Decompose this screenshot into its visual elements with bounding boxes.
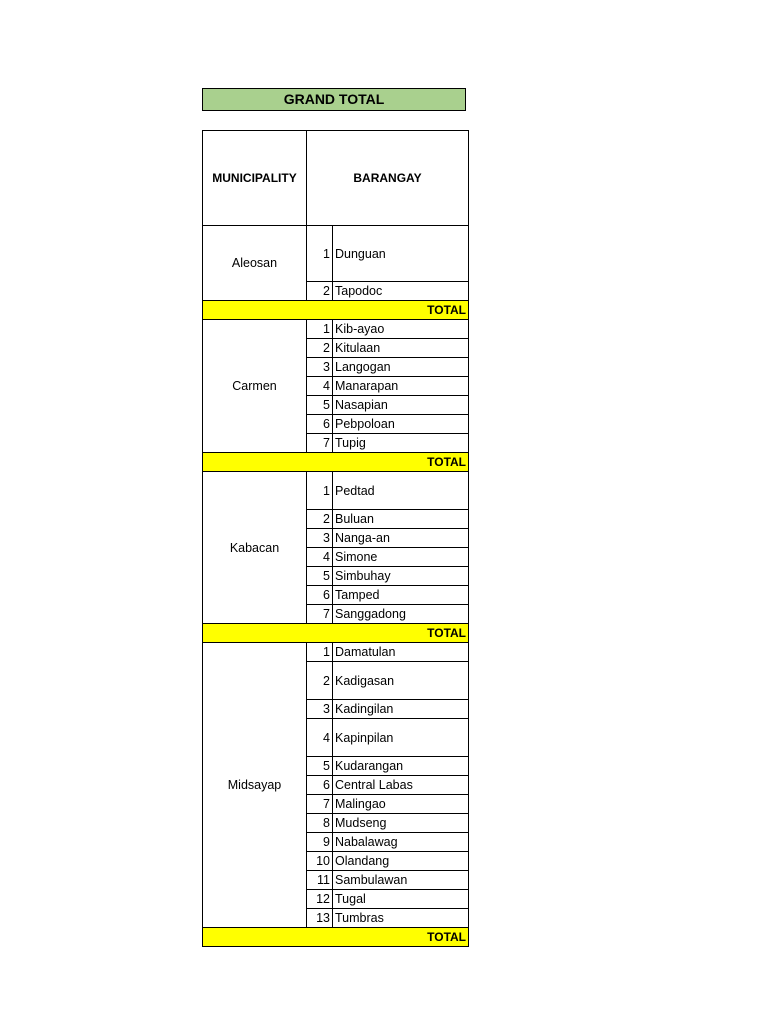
- barangay-name: Mudseng: [333, 814, 469, 833]
- barangay-name: Kadigasan: [333, 662, 469, 700]
- barangay-name: Kapinpilan: [333, 719, 469, 757]
- barangay-number: 7: [307, 605, 333, 624]
- barangay-name: Buluan: [333, 510, 469, 529]
- barangay-number: 3: [307, 358, 333, 377]
- barangay-name: Tupig: [333, 434, 469, 453]
- barangay-number: 1: [307, 643, 333, 662]
- barangay-name: Pedtad: [333, 472, 469, 510]
- barangay-header: BARANGAY: [307, 131, 469, 226]
- municipality-header: MUNICIPALITY: [203, 131, 307, 226]
- barangay-number: 6: [307, 776, 333, 795]
- barangay-row: [203, 226, 469, 282]
- barangay-number: 1: [307, 472, 333, 510]
- barangay-number: 12: [307, 890, 333, 909]
- barangay-number: 5: [307, 396, 333, 415]
- barangay-name: Tugal: [333, 890, 469, 909]
- barangay-number: 4: [307, 377, 333, 396]
- barangay-row: [203, 643, 469, 662]
- barangay-number: 4: [307, 548, 333, 567]
- barangay-name: Nabalawag: [333, 833, 469, 852]
- barangay-number: 11: [307, 871, 333, 890]
- barangay-number: 5: [307, 757, 333, 776]
- barangay-row: [203, 320, 469, 339]
- barangay-number: 3: [307, 529, 333, 548]
- barangay-name: Tumbras: [333, 909, 469, 928]
- municipality-cell: Aleosan: [203, 226, 307, 301]
- total-label: TOTAL: [203, 624, 469, 643]
- barangay-number: 6: [307, 586, 333, 605]
- total-row: [203, 928, 469, 947]
- barangay-name: Kitulaan: [333, 339, 469, 358]
- barangay-number: 5: [307, 567, 333, 586]
- barangay-table: [202, 130, 469, 947]
- barangay-name: Tapodoc: [333, 282, 469, 301]
- barangay-number: 1: [307, 226, 333, 282]
- barangay-name: Manarapan: [333, 377, 469, 396]
- municipality-cell: Midsayap: [203, 643, 307, 928]
- total-row: [203, 453, 469, 472]
- barangay-number: 2: [307, 282, 333, 301]
- barangay-name: Dunguan: [333, 226, 469, 282]
- barangay-number: 7: [307, 795, 333, 814]
- barangay-name: Malingao: [333, 795, 469, 814]
- barangay-name: Kadingilan: [333, 700, 469, 719]
- municipality-cell: Carmen: [203, 320, 307, 453]
- total-row: [203, 624, 469, 643]
- barangay-name: Simbuhay: [333, 567, 469, 586]
- grand-total-title: GRAND TOTAL: [202, 88, 466, 111]
- barangay-number: 13: [307, 909, 333, 928]
- barangay-name: Simone: [333, 548, 469, 567]
- barangay-name: Kudarangan: [333, 757, 469, 776]
- barangay-name: Langogan: [333, 358, 469, 377]
- barangay-name: Sambulawan: [333, 871, 469, 890]
- barangay-name: Central Labas: [333, 776, 469, 795]
- barangay-number: 3: [307, 700, 333, 719]
- total-label: TOTAL: [203, 453, 469, 472]
- barangay-name: Olandang: [333, 852, 469, 871]
- barangay-name: Nasapian: [333, 396, 469, 415]
- barangay-number: 6: [307, 415, 333, 434]
- barangay-number: 8: [307, 814, 333, 833]
- municipality-cell: Kabacan: [203, 472, 307, 624]
- barangay-row: [203, 472, 469, 510]
- barangay-number: 7: [307, 434, 333, 453]
- barangay-number: 2: [307, 339, 333, 358]
- total-row: [203, 301, 469, 320]
- barangay-name: Kib-ayao: [333, 320, 469, 339]
- barangay-number: 2: [307, 662, 333, 700]
- total-label: TOTAL: [203, 301, 469, 320]
- barangay-number: 10: [307, 852, 333, 871]
- barangay-name: Pebpoloan: [333, 415, 469, 434]
- barangay-name: Tamped: [333, 586, 469, 605]
- barangay-number: 2: [307, 510, 333, 529]
- barangay-number: 9: [307, 833, 333, 852]
- header-row: [203, 131, 469, 226]
- barangay-number: 4: [307, 719, 333, 757]
- barangay-name: Nanga-an: [333, 529, 469, 548]
- barangay-name: Sanggadong: [333, 605, 469, 624]
- total-label: TOTAL: [203, 928, 469, 947]
- barangay-number: 1: [307, 320, 333, 339]
- barangay-name: Damatulan: [333, 643, 469, 662]
